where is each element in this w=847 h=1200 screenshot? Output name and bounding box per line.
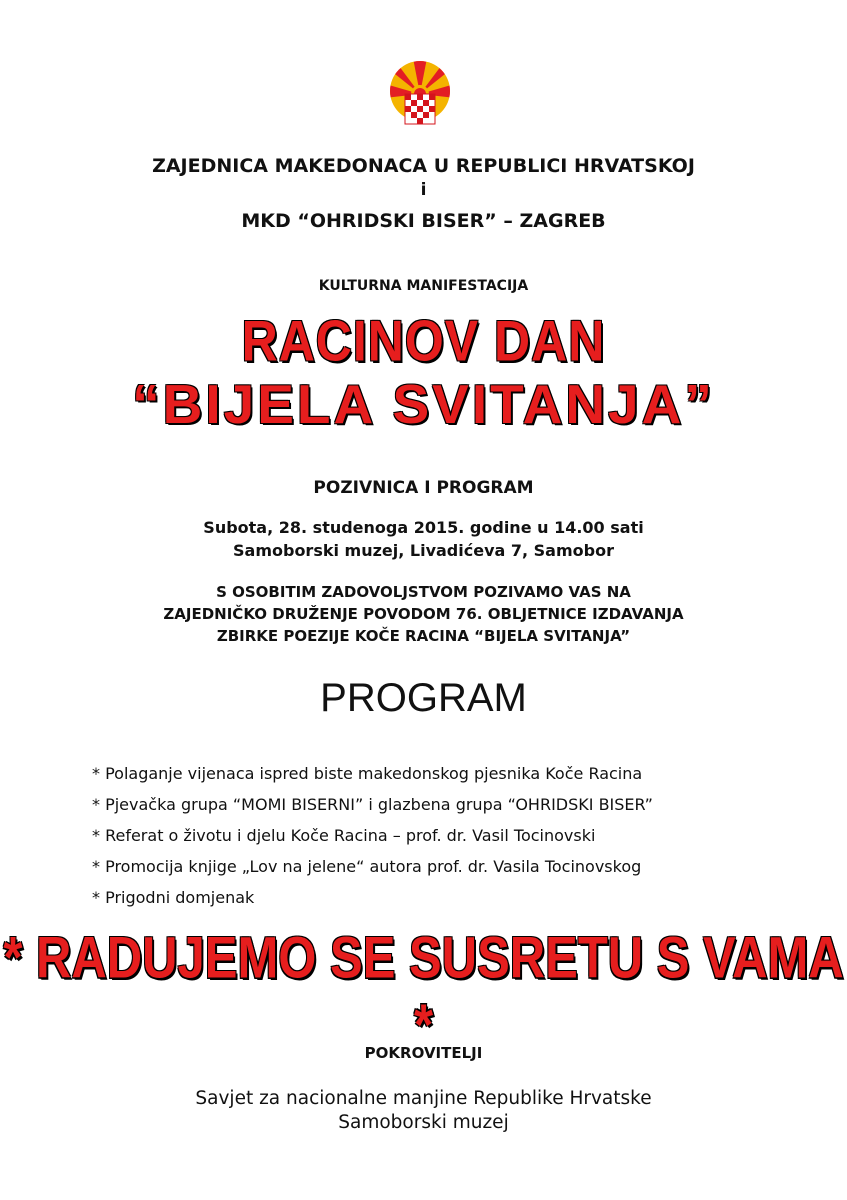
- title-line-2: “BIJELA SVITANJA”: [132, 373, 715, 435]
- event-date: Subota, 28. studenoga 2015. godine u 14.00 sati: [203, 518, 644, 537]
- program-item: * Polaganje vijenaca ispred biste makedonskog pjesnika Koče Racina: [92, 764, 643, 783]
- program-item: * Prigodni domjenak: [92, 888, 255, 907]
- program-list: [92, 762, 653, 917]
- sponsor-2: Samoborski muzej: [338, 1112, 509, 1133]
- org-line-2: MKD “OHRIDSKI BISER” – ZAGREB: [241, 210, 606, 232]
- event-type: KULTURNA MANIFESTACIJA: [318, 278, 529, 294]
- org-line-connector: i: [420, 180, 427, 200]
- invitation-line-3: ZBIRKE POEZIJE KOČE RACINA “BIJELA SVITANJA”: [216, 627, 631, 645]
- org-line-1: ZAJEDNICA MAKEDONACA U REPUBLICI HRVATSKOJ: [152, 155, 695, 177]
- title-line-1: RACINOV DAN: [241, 308, 606, 374]
- invitation-line-1: S OSOBITIM ZADOVOLJSTVOM POZIVAMO VAS NA: [216, 583, 631, 601]
- event-place: Samoborski muzej, Livadićeva 7, Samobor: [233, 541, 614, 560]
- invitation-line-2: ZAJEDNIČKO DRUŽENJE POVODOM 76. OBLJETNICE IZDAVANJA: [163, 605, 684, 623]
- sponsors-heading: POKROVITELJI: [364, 1044, 483, 1062]
- sun-checkerboard-logo-icon: [385, 58, 455, 128]
- subtitle: POZIVNICA I PROGRAM: [313, 478, 534, 498]
- sponsor-1: Savjet za nacionalne manjine Republike Hrvatske: [195, 1088, 652, 1109]
- closing-message: * RADUJEMO SE SUSRETU S VAMA *: [3, 926, 844, 1058]
- program-item: * Pjevačka grupa “MOMI BISERNI” i glazbena grupa “OHRIDSKI BISER”: [92, 795, 653, 814]
- program-item: * Promocija knjige „Lov na jelene“ autora prof. dr. Vasila Tocinovskog: [92, 857, 642, 876]
- program-heading: PROGRAM: [320, 676, 527, 720]
- program-item: * Referat o životu i djelu Koče Racina – prof. dr. Vasil Tocinovski: [92, 826, 596, 845]
